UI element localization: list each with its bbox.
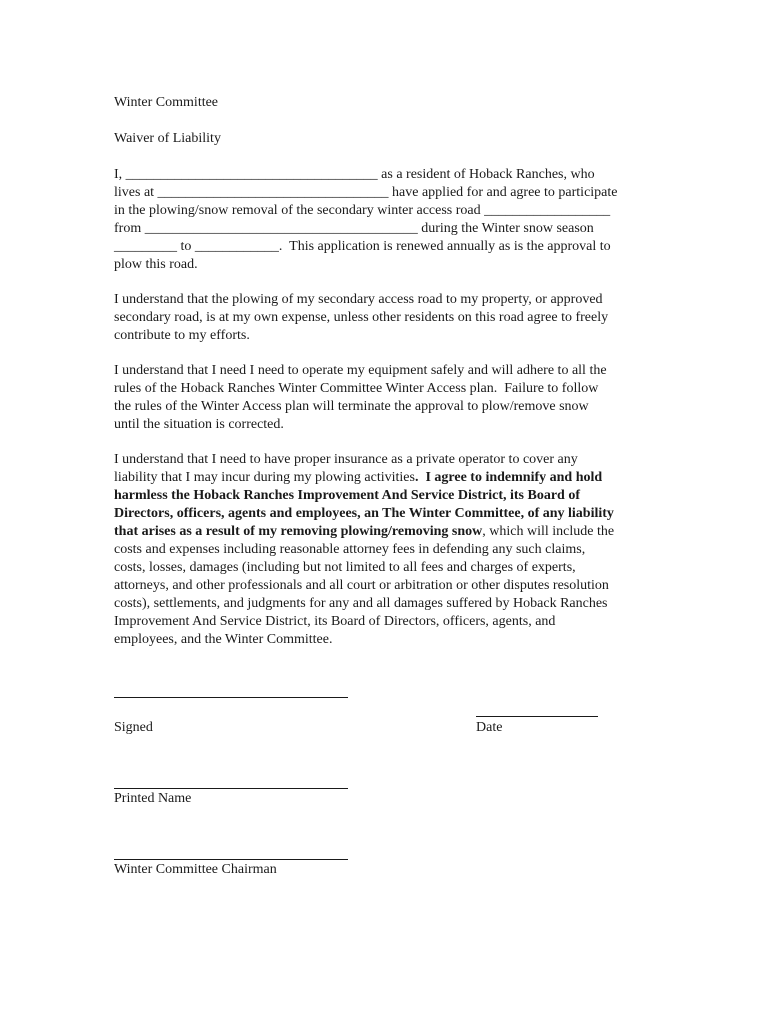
- text-line: from _______________________________________ during the Winter snow season: [114, 221, 594, 236]
- signed-label: Signed: [114, 720, 153, 735]
- text-line: lives at _________________________________ have applied for and agree to participate: [114, 185, 618, 200]
- safety-paragraph: [114, 362, 659, 434]
- text-line: Directors, officers, agents and employees, an The Winter Committee, of any liability: [114, 506, 614, 521]
- text-line: Improvement And Service District, its Board of Directors, officers, agents, and: [114, 614, 556, 629]
- text-line: liability that I may incur during my plowing activities. I agree to indemnify and hold: [114, 470, 603, 485]
- date-label: Date: [476, 720, 503, 735]
- text-line: the rules of the Winter Access plan will terminate the approval to plow/remove snow: [114, 399, 589, 414]
- text-line: in the plowing/snow removal of the secondary winter access road __________________: [114, 203, 611, 218]
- text-line: employees, and the Winter Committee.: [114, 632, 333, 647]
- text-line: I, ____________________________________ as a resident of Hoback Ranches, who: [114, 167, 595, 182]
- waiver-title: Waiver of Liability: [114, 131, 221, 146]
- text-line: secondary road, is at my own expense, unless other residents on this road agree to freely: [114, 310, 609, 325]
- expense-paragraph: [114, 291, 659, 345]
- printed-name-label: Printed Name: [114, 791, 192, 806]
- text-line: costs, losses, damages (including but not limited to all fees and charges of experts,: [114, 560, 576, 575]
- printed-name-line[interactable]: [114, 788, 348, 789]
- text-line: plow this road.: [114, 257, 198, 272]
- text-line: rules of the Hoback Ranches Winter Committee Winter Access plan. Failure to follow: [114, 381, 599, 396]
- text-line: contribute to my efforts.: [114, 328, 250, 343]
- date-line[interactable]: [476, 716, 598, 717]
- application-paragraph: [114, 166, 659, 274]
- text-line: I understand that the plowing of my secondary access road to my property, or approved: [114, 292, 603, 307]
- committee-heading: Winter Committee: [114, 95, 219, 110]
- text-line: costs), settlements, and judgments for any and all damages suffered by Hoback Ranches: [114, 596, 608, 611]
- signature-line[interactable]: [114, 697, 348, 698]
- chairman-label: Winter Committee Chairman: [114, 862, 277, 877]
- text-line: costs and expenses including reasonable attorney fees in defending any such claims,: [114, 542, 586, 557]
- text-line: harmless the Hoback Ranches Improvement And Service District, its Board of: [114, 488, 580, 503]
- text-line: that arises as a result of my removing plowing/removing snow, which will include the: [114, 524, 615, 539]
- text-line: attorneys, and other professionals and all court or arbitration or other disputes resolution: [114, 578, 609, 593]
- text-line: until the situation is corrected.: [114, 417, 284, 432]
- text-line: I understand that I need I need to operate my equipment safely and will adhere to all the: [114, 363, 607, 378]
- chairman-signature-line[interactable]: [114, 859, 348, 860]
- text-line: _________ to ____________. This application is renewed annually as is the approval to: [114, 239, 611, 254]
- insurance-indemnity-paragraph: [114, 451, 659, 649]
- text-line: I understand that I need to have proper insurance as a private operator to cover any: [114, 452, 578, 467]
